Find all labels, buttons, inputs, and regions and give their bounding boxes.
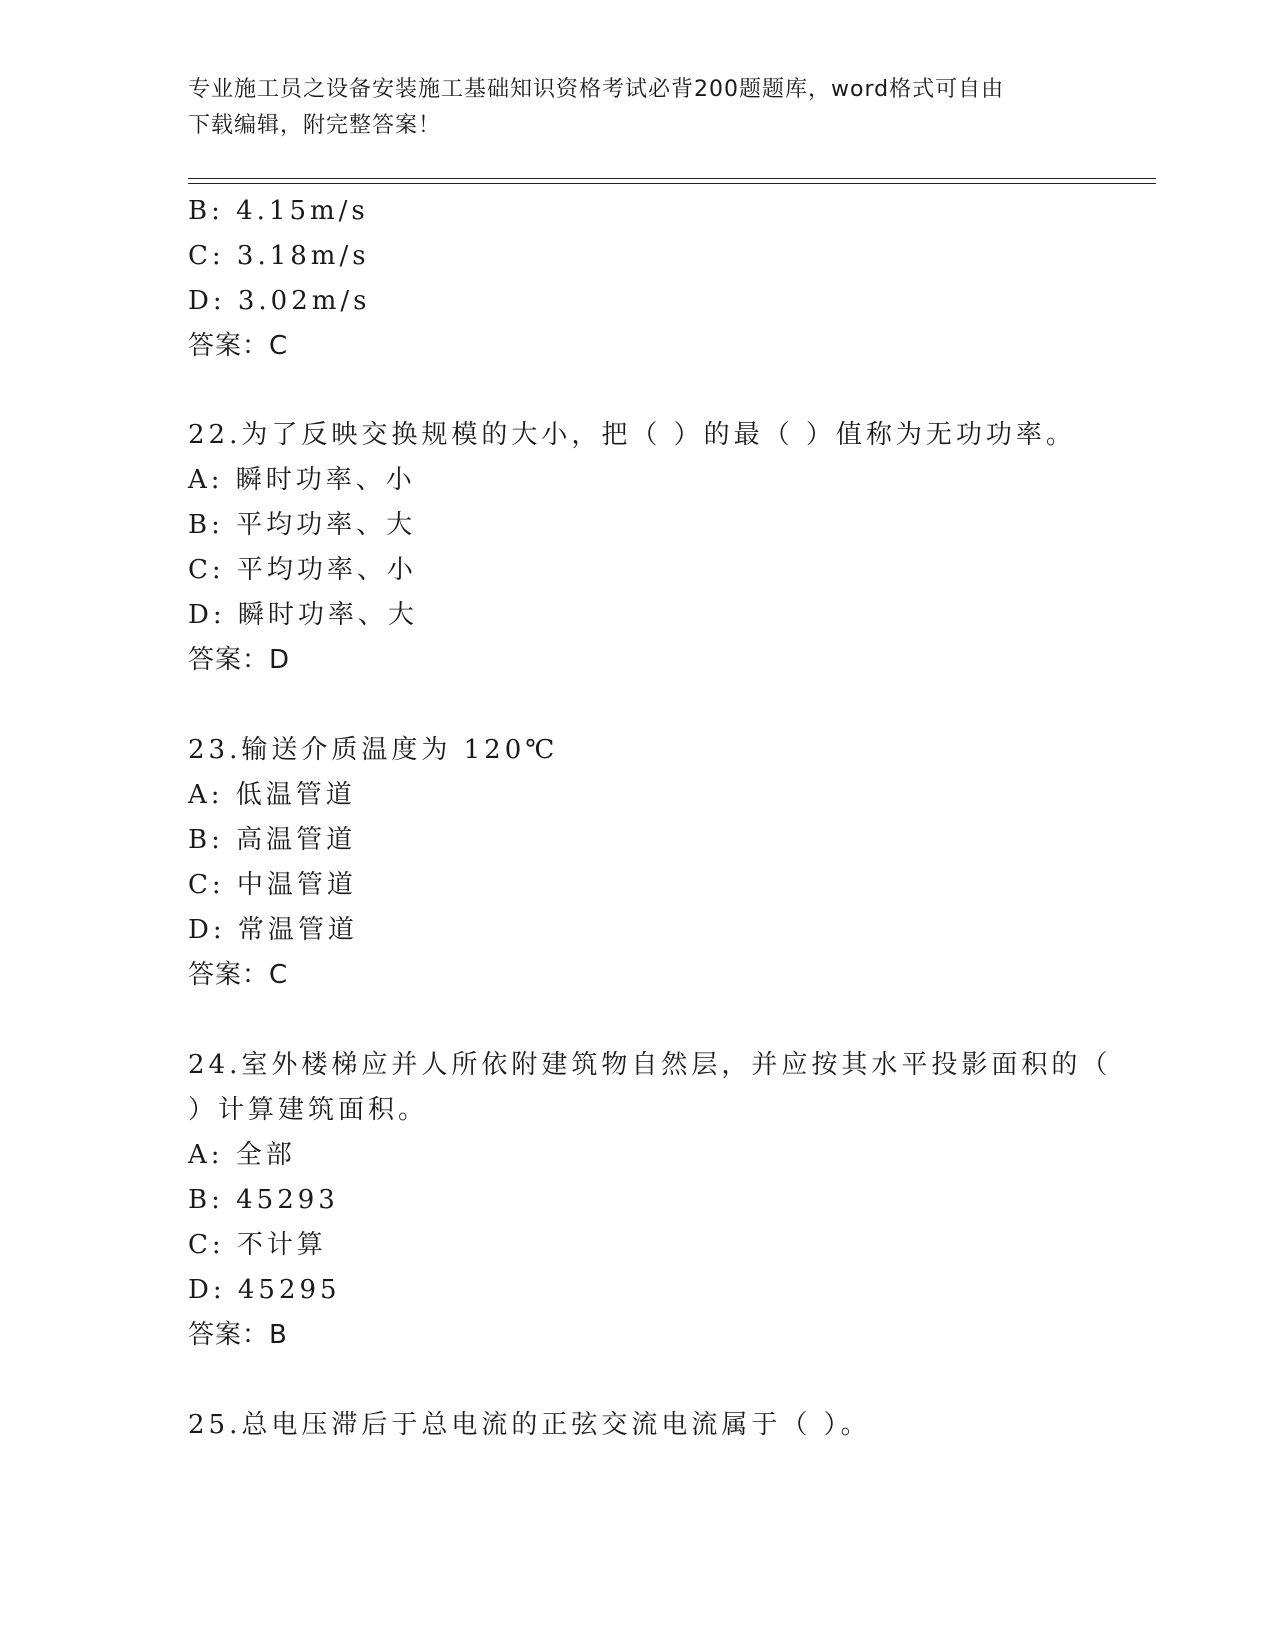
q22-option-a: A: 瞬时功率、小 [188,465,416,495]
header-divider-top [188,178,1156,179]
q24-option-c: C: 不计算 [188,1230,327,1260]
q24-answer: 答案：B [188,1320,288,1350]
q21-option-c: C: 3.18m/s [188,241,370,271]
q22-option-c: C: 平均功率、小 [188,555,417,585]
q24-stem-line-1: 24.室外楼梯应并人所依附建筑物自然层，并应按其水平投影面积的（ [188,1050,1112,1080]
q23-option-b: B: 高温管道 [188,825,357,855]
q21-option-b: B: 4.15m/s [188,196,369,226]
q23-option-a: A: 低温管道 [188,780,356,810]
q22-answer: 答案：D [188,645,291,675]
q22-option-b: B: 平均功率、大 [188,510,417,540]
header-line-2: 下载编辑，附完整答案！ [188,113,442,138]
q24-option-a: A: 全部 [188,1140,296,1170]
q23-answer: 答案：C [188,960,289,990]
q21-option-d: D: 3.02m/s [188,286,371,316]
q22-stem: 22.为了反映交换规模的大小，把（ ）的最（ ）值称为无功功率。 [188,420,1076,450]
q25-stem: 25.总电压滞后于总电流的正弦交流电流属于（ ）。 [188,1410,871,1440]
header-line-1: 专业施工员之设备安装施工基础知识资格考试必背200题题库，word格式可自由 [188,77,1005,102]
q23-option-c: C: 中温管道 [188,870,357,900]
q22-option-d: D: 瞬时功率、大 [188,600,418,630]
document-header [188,72,1088,144]
q23-option-d: D: 常温管道 [188,915,358,945]
header-divider-bottom [188,183,1156,184]
q23-stem: 23.输送介质温度为 120℃ [188,735,559,765]
q24-option-d: D: 45295 [188,1275,341,1305]
q24-option-b: B: 45293 [188,1185,339,1215]
q24-stem-line-2: ）计算建筑面积。 [188,1095,429,1125]
q21-answer: 答案：C [188,331,289,361]
